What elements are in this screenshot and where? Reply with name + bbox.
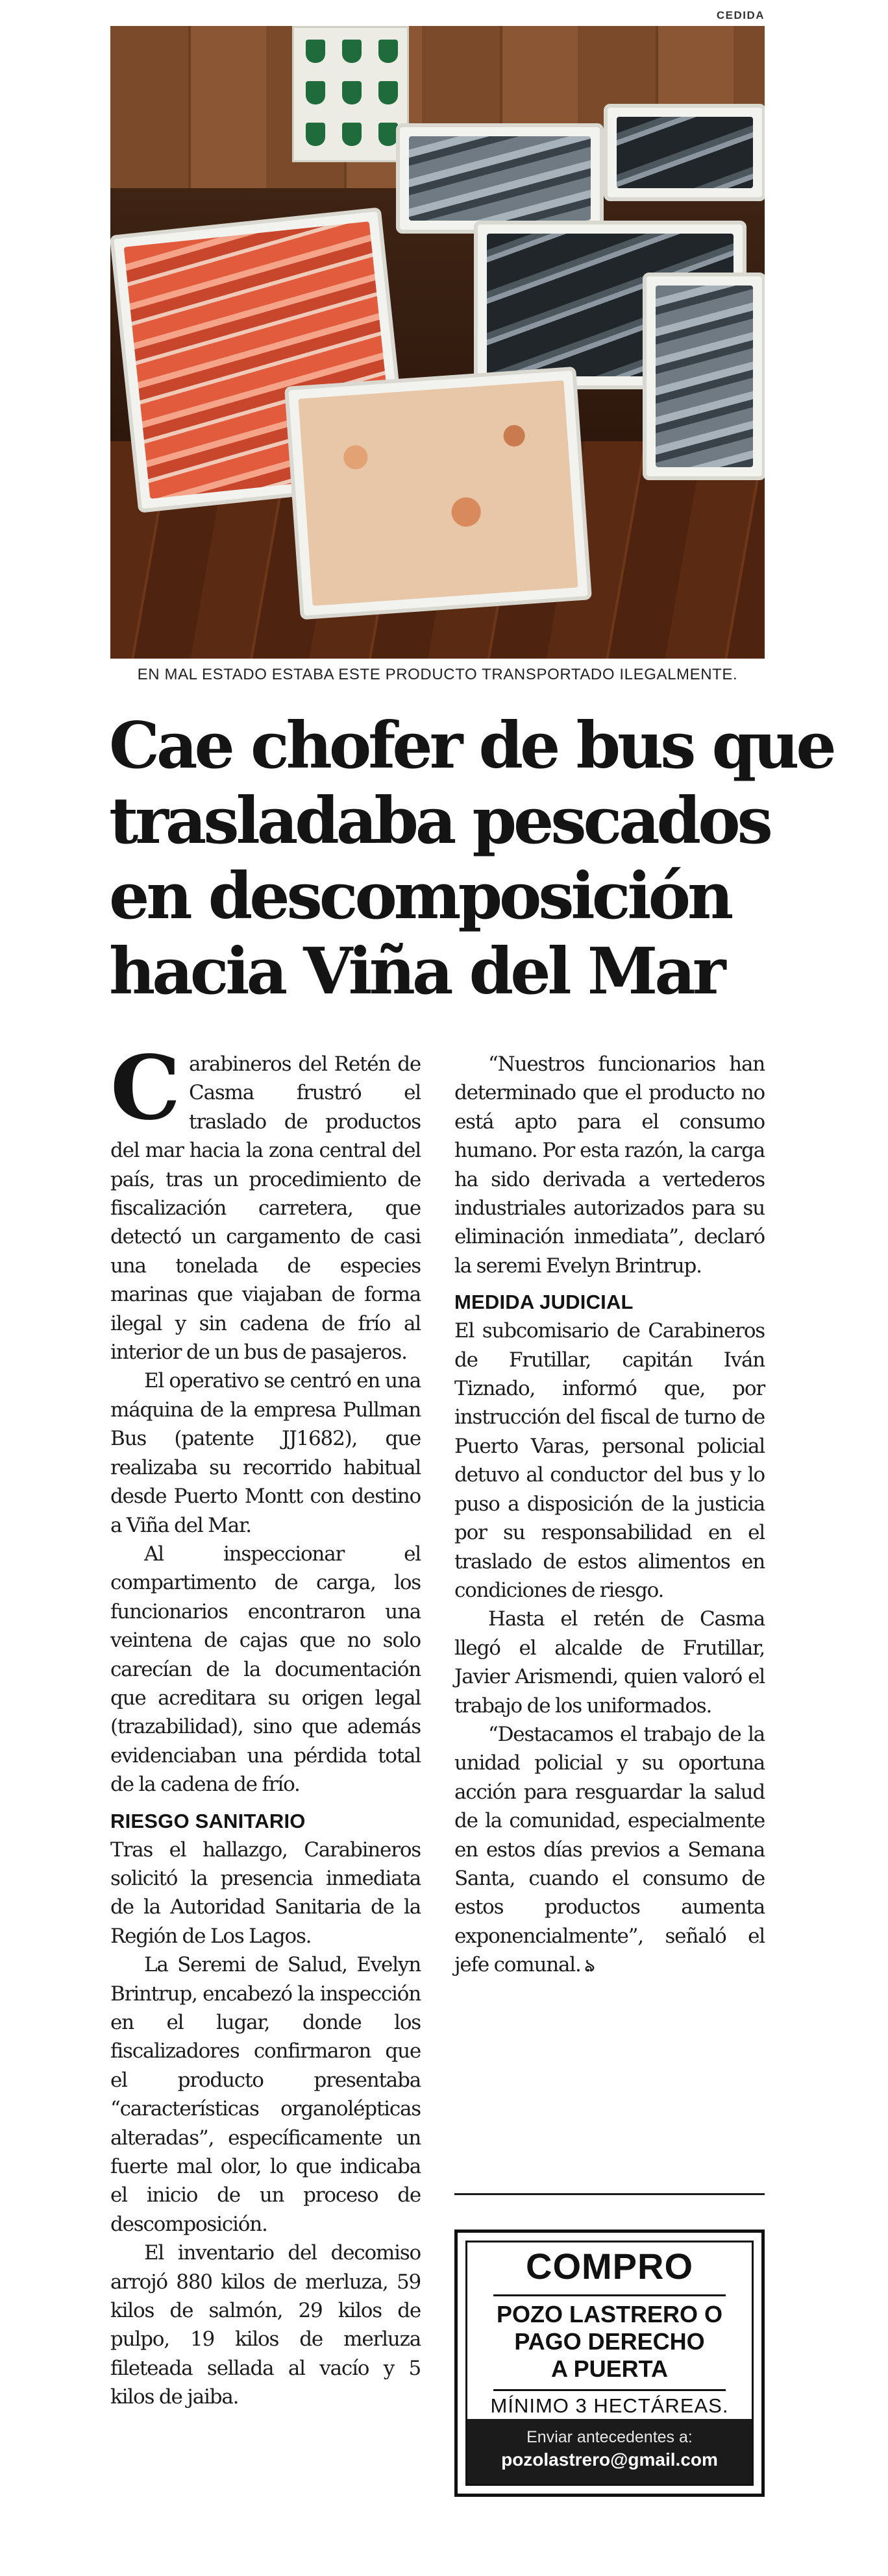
article-column-left: [110, 1036, 421, 2412]
article-paragraph: El inventario del decomiso arrojó 880 kilos de merluza, 59 kilos de salmón, 29 kilos de pulpo, 19 kilos de merluza fileteada sellada al vacío y 5 kilos de jaiba.: [110, 2241, 421, 2409]
headline-line: Cae chofer de bus que: [109, 709, 833, 783]
article-paragraph: La Seremi de Salud, Evelyn Brintrup, encabezó la inspección en el lugar, donde los fiscalizadores confirmaron que el producto presentaba “características organolépticas alteradas”, específicamente un fuerte mal olor, lo que indicaba el inicio de un proceso de descomposición.: [110, 1953, 421, 2236]
article-paragraph: El operativo se centró en una máquina de la empresa Pullman Bus (patente JJ1682), que realizaba su recorrido habitual desde Puerto Montt con destino a Viña del Mar.: [110, 1369, 421, 1537]
police-emblem-board: [292, 26, 409, 162]
ad-offer-line: A PUERTA: [551, 2355, 668, 2382]
article-paragraph: Hasta el retén de Casma llegó el alcalde de Frutillar, Javier Arismendi, quien valoró el trabajo de los uniformados.: [454, 1607, 765, 1718]
article-paragraph: Carabineros del Retén de Casma frustró el traslado de productos del mar hacia la zona central del país, tras un procedimiento de fiscalización carretera, que detectó un cargamento de casi una tonelada de especies marinas que viajaban de forma ilegal y sin cadena de frío al interior de un bus de pasajeros.: [110, 1036, 421, 1365]
ad-separator: [493, 2294, 726, 2296]
ad-offer-line: PAGO DERECHO: [514, 2328, 705, 2355]
seafood-box: [284, 367, 592, 620]
classified-ad: [454, 2230, 765, 2497]
article-paragraph: Al inspeccionar el compartimento de carga, los funcionarios encontraron una veintena de cajas que no solo carecían de la documentación que acreditara su origen legal (trazabilidad), sino que además evidenciaban una pérdida total de la cadena de frío.: [110, 1542, 421, 1797]
ad-contact: [467, 2419, 752, 2484]
article-paragraph-text: “Destacamos el trabajo de la unidad policial y su oportuna acción para resguardar la salud de la comunidad, especialmente en estos días previos a Semana Santa, cuando el consumo de estos productos aumenta exponencialmente”, señaló el jefe comunal.: [454, 1722, 765, 1977]
ad-title: COMPRO: [526, 2246, 693, 2287]
article-paragraph: “Nuestros funcionarios han determinado que el producto no está apto para el consumo humano. Por esta razón, la carga ha sido derivada a vertederos industriales autorizados para su eliminación inmediata”, declaró la seremi Evelyn Brintrup.: [454, 1052, 765, 1278]
ad-minimum: MÍNIMO 3 HECTÁREAS.: [490, 2394, 729, 2417]
ad-contact-label: Enviar antecedentes a:: [526, 2428, 693, 2446]
article-paragraph: [454, 1720, 765, 1981]
ad-separator: [493, 2389, 726, 2391]
section-heading: RIESGO SANITARIO: [110, 1809, 306, 1832]
article-photo: [110, 26, 765, 659]
headline: [109, 709, 833, 1010]
ad-divider: [454, 2193, 765, 2195]
photo-credit: CEDIDA: [716, 9, 765, 21]
ad-offer: [467, 2301, 752, 2383]
headline-line: en descomposición: [109, 859, 731, 934]
ad-email: pozolastrero@gmail.com: [501, 2449, 718, 2470]
fish-box: [604, 104, 765, 201]
photo-caption: EN MAL ESTADO ESTABA ESTE PRODUCTO TRANSPORTADO ILEGALMENTE.: [137, 666, 738, 683]
ad-offer-line: POZO LASTRERO O: [496, 2301, 722, 2327]
section-heading: MEDIDA JUDICIAL: [454, 1291, 634, 1314]
fish-box: [643, 273, 765, 480]
article-column-right: [454, 1050, 765, 1981]
headline-line: hacia Viña del Mar: [109, 934, 723, 1009]
headline-line: trasladaba pescados: [109, 784, 770, 858]
fish-box: [396, 123, 604, 234]
article-paragraph: El subcomisario de Carabineros de Frutillar, capitán Iván Tiznado, informó que, por instrucción del fiscal de turno de Puerto Varas, personal policial detuvo al conductor del bus y lo puso a disposición de la justicia por su responsabilidad en el traslado de estos alimentos en condiciones de riesgo.: [454, 1319, 765, 1602]
ad-frame: [465, 2241, 754, 2486]
article-paragraph: Tras el hallazgo, Carabineros solicitó la presencia inmediata de la Autoridad Sanitaria de la Región de Los Lagos.: [110, 1838, 421, 1948]
end-mark-icon: ঌ: [584, 1956, 595, 1976]
